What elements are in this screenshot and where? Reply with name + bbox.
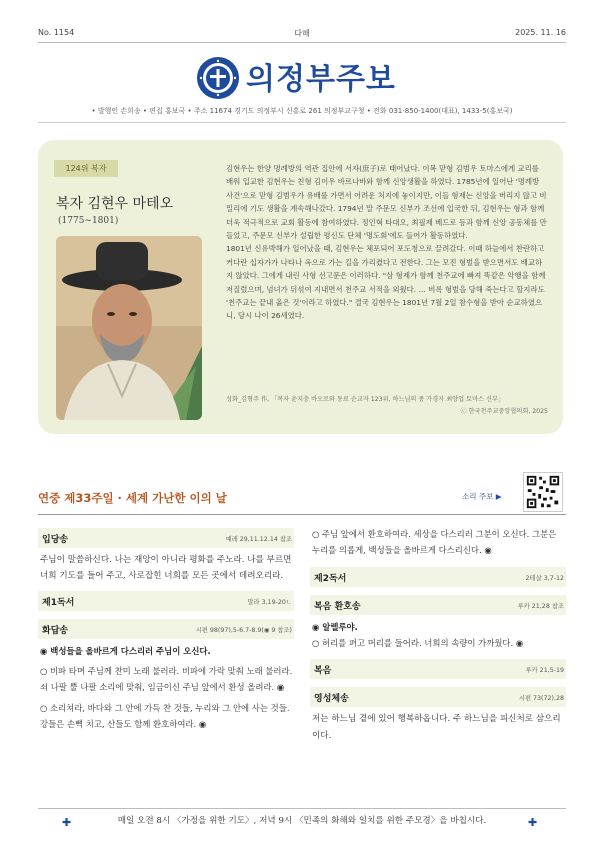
first-reading-label: 제1독서 — [42, 597, 75, 608]
psalm-ref: 시편 98(97),5-6.7-8.9(◉ 9 참조) — [195, 626, 292, 634]
publisher-info: • 발행인 손희송 • 편집 홍보국 • 주소 11674 경기도 의정부시 신흥로 261 의정부교구청 • 전화 031-850-1400(대표), 1433-5(홍보국) — [91, 107, 513, 115]
gospel-acclamation-header — [310, 595, 566, 615]
section-divider — [38, 514, 566, 515]
psalm-label: 화답송 — [42, 625, 69, 636]
masthead-divider — [38, 122, 566, 123]
artwork-credit: 성화_김형주 作, 「복자 윤지충 바오로와 동료 순교자 123위, 하느님의 종 가경자 최양업 토마스 신부」 — [226, 396, 505, 403]
gospel-ref: 루카 21,5-19 — [525, 667, 564, 675]
psalm-verse-2: ○ 소리쳐라, 바다와 그 안에 가득 찬 것들, 누리와 그 안에 사는 것들. 강들은 손뼉 치고, 산들도 함께 환호하여라. ◉ — [40, 702, 290, 730]
liturgy-column-right — [310, 526, 566, 744]
psalm-verse-3: ○ 주님 앞에서 환호하여라. 세상을 다스리러 그분이 오신다. 그분은 누리를 의롭게, 백성들을 올바르게 다스리신다. ◉ — [312, 529, 557, 556]
entrance-antiphon-text: 주님이 말씀하신다. 나는 재앙이 아니라 평화를 주노라. 나를 부르면 너희 기도를 들어 주고, 사로잡힌 너희를 모든 곳에서 데려오리라. — [40, 555, 292, 582]
qr-code-icon[interactable] — [523, 472, 563, 512]
feature-paragraph-2: 1801년 신유박해가 일어났을 때, 김현우는 체포되어 포도청으로 끌려갔다. 이때 하늘에서 찬란하고 커다란 십자가가 나타나 옥으로 가는 길을 가리켰다고 전한다. 그는 모진 형벌을 받으면서도 배교하지 않았다. 그에게 내린 사형 선고문은 이러하다. "삼 형제가 함께 천주교에 빠져 똑같은 악행을 함께 저질렀으며, 넘녀가 뒤섞여 지내면서 천주교 서적을 외웠다. … 비록 형벌을 당해 죽는다고 할지라도 '천주교는 끝내 옳은 것'이라고 하였다." 결국 김현우는 1801년 7월 2일 참수형을 받아 순교하였으니, 당시 나이 26세였다. — [226, 244, 546, 321]
alleluia-line: ◉ 알렐루야. — [312, 621, 358, 632]
diocese-seal-icon — [196, 56, 240, 100]
issue-number: No. 1154 — [38, 28, 75, 37]
entrance-antiphon-label: 입당송 — [42, 535, 69, 545]
feature-body — [226, 162, 548, 323]
entrance-antiphon-ref: 예레 29,11.12.14 참조 — [225, 536, 292, 543]
audio-bulletin-link[interactable]: 소리 주보 ▶ — [462, 492, 502, 501]
footer-divider — [38, 808, 566, 809]
cross-icon: ✚ — [62, 816, 72, 829]
feature-credit — [226, 394, 548, 418]
second-reading-header — [310, 567, 566, 587]
psalm-header — [38, 619, 294, 639]
psalm-response: ◉ 백성들을 올바르게 다스리러 주님이 오신다. — [40, 645, 211, 656]
gospel-label: 복음 — [314, 666, 332, 677]
psalm-verse-1: ○ 비파 타며 주님께 찬미 노래 불러라. 비파에 가락 맞춰 노래 불러라. 쇠 나팔 뿔 나팔 소리에 맞춰, 임금이신 주님 앞에서 환성 올려라. ◉ — [40, 665, 293, 693]
section-title: 연중 제33주일 · 세계 가난한 이의 날 — [38, 491, 227, 505]
feature-title: 복자 김현우 마테오 — [56, 196, 174, 212]
communion-antiphon-ref: 시편 73(72),28 — [518, 695, 564, 703]
first-reading-header — [38, 591, 294, 611]
second-reading-ref: 2테살 3,7-12 — [525, 574, 564, 582]
feature-paragraph-1: 김현우는 한양 명례방의 역관 집안에 서자(庶子)로 태어났다. 이복 맏형 김범우 토마스에게 교리를 배워 입교한 김현우는 친형 김이우 바르나바와 함께 신앙생활을 하였다. 1785년에 일어난 '명례방 사건'으로 맏형 김범우가 유배를 가면서 어려운 처지에 놓이지만, 이들 형제는 신앙을 버리지 않고 비밀리에 기도 생활을 계속해나갔다. 1794년 말 주문모 신부가 조선에 입국한 뒤, 김현우는 형과 함께 더욱 적극적으로 교회 활동에 참여하였다. 정인혁 타대오, 최필제 베드로 등과 함께 신앙 공동체를 만들었고, 주문모 신부가 설립한 평신도 단체 '명도회'에도 들어가 활동하였다. — [226, 164, 547, 241]
feature-years: (1775~1801) — [58, 216, 119, 226]
copyright-notice: ⓒ 한국천주교중앙협의회, 2025 — [460, 408, 548, 415]
gospel-acclamation-ref: 루카 21,28 참조 — [517, 602, 564, 610]
portrait-painting — [56, 236, 202, 420]
top-meta-bar — [38, 26, 566, 40]
entrance-antiphon-header — [38, 528, 294, 548]
communion-antiphon-header — [310, 687, 566, 707]
issue-date: 2025. 11. 16 — [515, 28, 566, 37]
second-reading-label: 제2독서 — [314, 573, 347, 584]
gospel-acclamation-verse: ○ 허리를 펴고 머리를 들어라. 너희의 속량이 가까웠다. ◉ — [312, 637, 524, 648]
communion-antiphon-text: 저는 하느님 곁에 있어 행복하옵니다. 주 하느님을 피신처로 삼으리이다. — [312, 714, 561, 741]
feature-tag: 124위 복자 — [54, 160, 118, 177]
masthead-title: 의정부주보 — [246, 62, 396, 97]
gospel-acclamation-label: 복음 환호송 — [314, 601, 361, 612]
liturgy-column-left — [38, 528, 294, 732]
footer-prayer-notice: 매일 오전 8시 〈가정을 위한 기도〉, 저녁 9시 〈민족의 화해와 일치를 위한 주모경〉을 바칩시다. — [117, 816, 487, 826]
gospel-header — [310, 659, 566, 679]
liturgical-year: 다해 — [294, 29, 310, 38]
top-divider — [38, 42, 566, 43]
cross-icon: ✚ — [528, 816, 538, 829]
first-reading-ref: 말라 3,19-20ㄴ — [247, 598, 292, 606]
communion-antiphon-label: 영성체송 — [314, 694, 349, 705]
